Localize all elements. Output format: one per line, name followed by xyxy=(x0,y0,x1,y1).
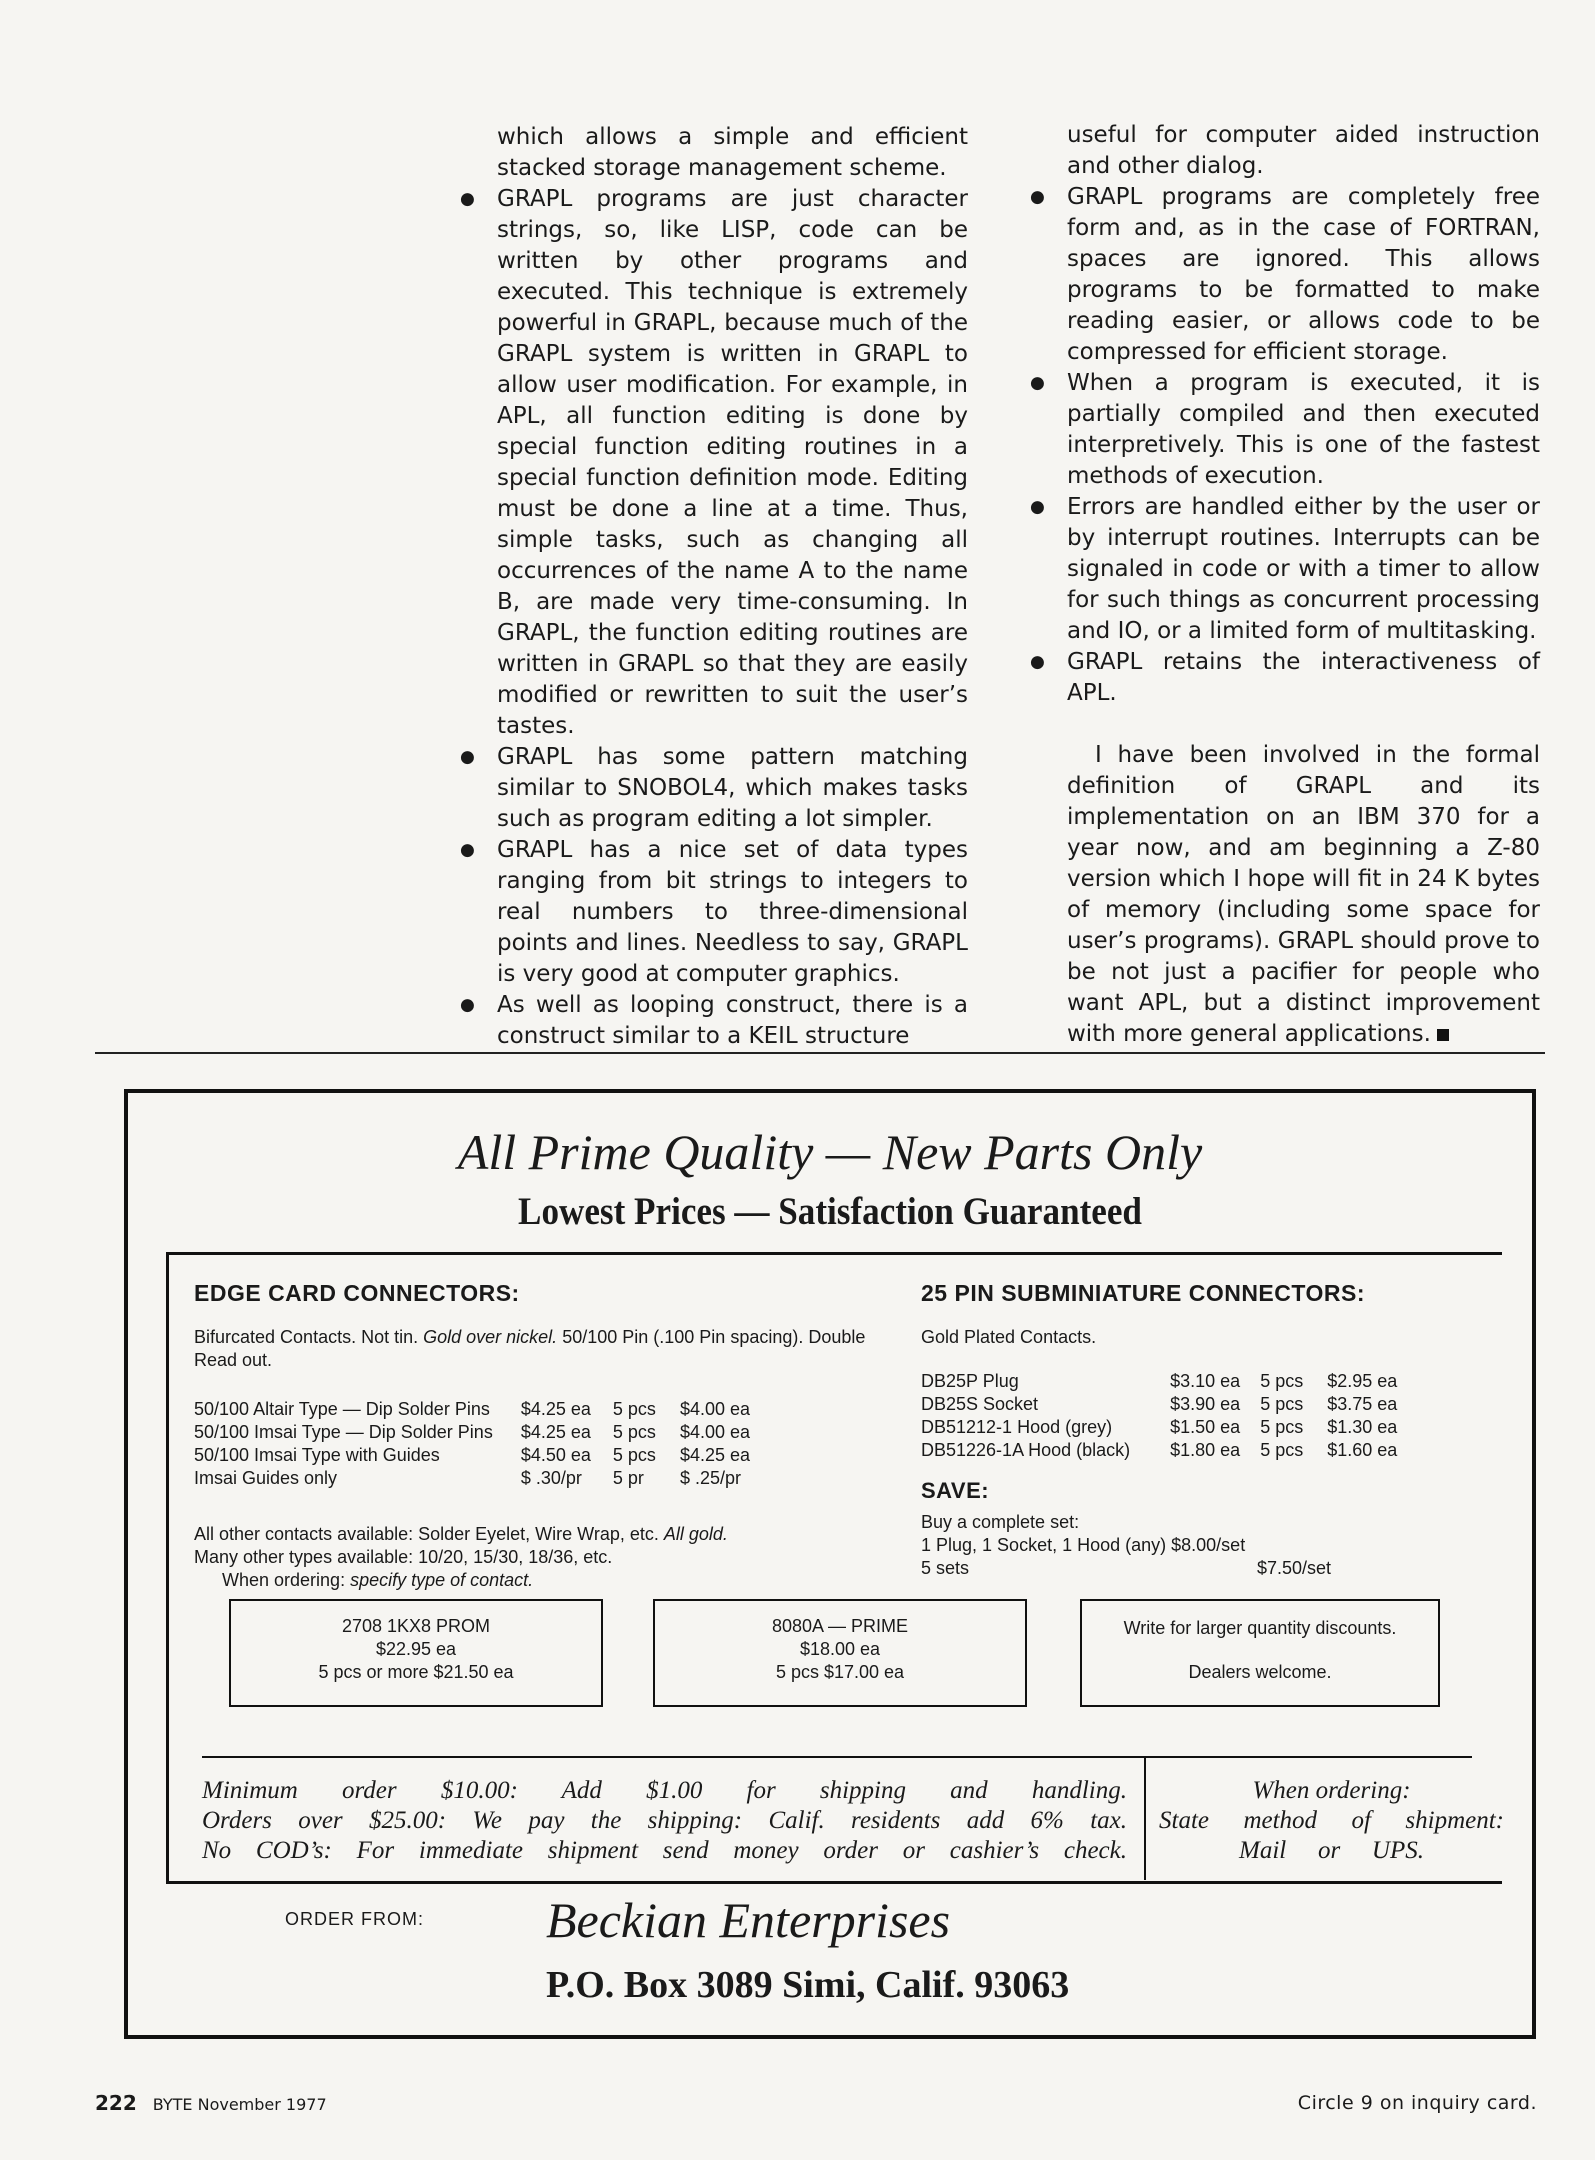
table-row: Imsai Guides only $ .30/pr 5 pr $ .25/pr xyxy=(194,1468,741,1488)
table-row: DB25S Socket $3.90 ea 5 pcs $3.75 ea xyxy=(921,1394,1398,1414)
edge-card-price-table xyxy=(194,1398,750,1490)
edge-card-notes: All other contacts available: Solder Eyelet, Wire Wrap, etc. All gold. Many other types available: 10/20, 15/30, 18/36, etc. When ordering: specify type of contact. xyxy=(194,1524,728,1590)
edge-desc-italic: Gold over nickel. xyxy=(423,1327,558,1347)
table-row: 50/100 Imsai Type — Dip Solder Pins $4.25 ea 5 pcs $4.00 ea xyxy=(194,1422,751,1442)
table-row: DB25P Plug $3.10 ea 5 pcs $2.95 ea xyxy=(921,1371,1398,1391)
product-panel xyxy=(166,1252,1502,1884)
ad-subhead: Lowest Prices — Satisfaction Guaranteed xyxy=(518,1190,1142,1233)
cpu-offer-box: 8080A — PRIME $18.00 ea 5 pcs $17.00 ea xyxy=(653,1599,1027,1707)
bullet-item: ● GRAPL programs are just character strings, so, like LISP, code can be written by other programs and executed. This technique is extremely powerful in GRAPL, because much of the GRAPL system is written in GRAPL to allow user modification. For example, in APL, all function editing is done by special function editing routines in a special function definition mode. Editing must be done a line at a time. Thus, simple tasks, such as changing all occurrences of the name A to the name B, are made very time-consuming. In GRAPL, the function editing routines are written in GRAPL so that they are easily modified or rewritten to suit the user’s tastes. xyxy=(460,184,968,742)
page-footer-left xyxy=(95,2091,327,2115)
save-title: SAVE: xyxy=(921,1478,990,1503)
shipping-instructions: When ordering: State method of shipment: Mail or UPS. xyxy=(1159,1777,1504,1864)
ad-headline: All Prime Quality — New Parts Only xyxy=(457,1124,1203,1180)
closing-paragraph xyxy=(1030,740,1540,1050)
right-intro: useful for computer aided instruction and other dialog. xyxy=(1067,122,1540,179)
article-right-column xyxy=(1030,120,1540,1050)
save-offer: Buy a complete set: 1 Plug, 1 Socket, 1 Hood (any) $8.00/set 5 sets $7.50/set xyxy=(921,1512,1331,1578)
table-row: 50/100 Altair Type — Dip Solder Pins $4.25 ea 5 pcs $4.00 ea xyxy=(194,1399,751,1419)
edge-desc-text-2: 50/100 Pin (.100 Pin spacing). Double Read out. xyxy=(194,1327,866,1370)
order-terms: Minimum order $10.00: Add $1.00 for shipping and handling. Orders over $25.00: We pay the shipping: Calif. residents add 6% tax. No COD’s: For immediate shipment send money order or cashier’s check. xyxy=(202,1777,1127,1864)
bullet-item: ● As well as looping construct, there is a construct similar to a KEIL structure xyxy=(460,990,968,1052)
company-name: Beckian Enterprises xyxy=(546,1892,951,1948)
bullet-item: ● Errors are handled either by the user or by interrupt routines. Interrupts can be signaled in code or with a timer to allow for such things as concurrent processing and IO, or a limited form of multitasking. xyxy=(1030,492,1540,647)
terms-separator xyxy=(1144,1756,1146,1880)
bullet-item: ● GRAPL has some pattern matching similar to SNOBOL4, which makes tasks such as program editing a lot simpler. xyxy=(460,742,968,835)
inquiry-note: Circle 9 on inquiry card. xyxy=(1297,2092,1537,2114)
edge-card-description xyxy=(194,1326,884,1372)
table-row: DB51212-1 Hood (grey) $1.50 ea 5 pcs $1.30 ea xyxy=(921,1417,1398,1437)
advertisement xyxy=(124,1089,1536,2039)
subminiature-price-table xyxy=(921,1370,1397,1462)
dealers-box: Write for larger quantity discounts. Dealers welcome. xyxy=(1080,1599,1440,1707)
right-bullet-list xyxy=(1030,182,1540,709)
prom-offer-box: 2708 1KX8 PROM $22.95 ea 5 pcs or more $21.50 ea xyxy=(229,1599,603,1707)
section-divider xyxy=(95,1052,1545,1054)
table-row: 50/100 Imsai Type with Guides $4.50 ea 5 pcs $4.25 ea xyxy=(194,1445,751,1465)
bullet-item: ● When a program is executed, it is partially compiled and then executed interpretively. This is one of the fastest methods of execution. xyxy=(1030,368,1540,492)
order-from-label: ORDER FROM: xyxy=(285,1909,424,1929)
article-left-column xyxy=(460,122,968,1052)
left-intro: which allows a simple and efficient stacked storage management scheme. xyxy=(497,124,968,181)
subminiature-title: 25 PIN SUBMINIATURE CONNECTORS: xyxy=(921,1280,1366,1306)
terms-divider xyxy=(202,1756,1472,1758)
edge-card-title: EDGE CARD CONNECTORS: xyxy=(194,1280,520,1306)
edge-desc-text: Bifurcated Contacts. Not tin. xyxy=(194,1327,419,1347)
subminiature-description: Gold Plated Contacts. xyxy=(921,1327,1097,1347)
bullet-item: ● GRAPL retains the interactiveness of APL. xyxy=(1030,647,1540,709)
bullet-item: ● GRAPL has a nice set of data types ranging from bit strings to integers to real numbers to three-dimensional points and lines. Needless to say, GRAPL is very good at computer graphics. xyxy=(460,835,968,990)
end-of-article-mark xyxy=(1437,1029,1449,1041)
company-address: P.O. Box 3089 Simi, Calif. 93063 xyxy=(546,1964,1070,2006)
table-row: DB51226-1A Hood (black) $1.80 ea 5 pcs $1.60 ea xyxy=(921,1440,1398,1460)
closing-text: I have been involved in the formal definition of GRAPL and its implementation on an IBM 370 for a year now, and am beginning a Z-80 version which I hope will fit in 24 K bytes of memory (including some space for user’s programs). GRAPL should prove to be not just a pacifier for people who want APL, but a distinct improvement with more general applications. xyxy=(1067,742,1540,1047)
magazine-issue: BYTE November 1977 xyxy=(152,2095,327,2114)
page-number: 222 xyxy=(95,2091,137,2115)
left-bullet-list xyxy=(460,184,968,1052)
bullet-item: ● GRAPL programs are completely free form and, as in the case of FORTRAN, spaces are ignored. This allows programs to be formatted to make reading easier, or allows code to be compressed for efficient storage. xyxy=(1030,182,1540,368)
